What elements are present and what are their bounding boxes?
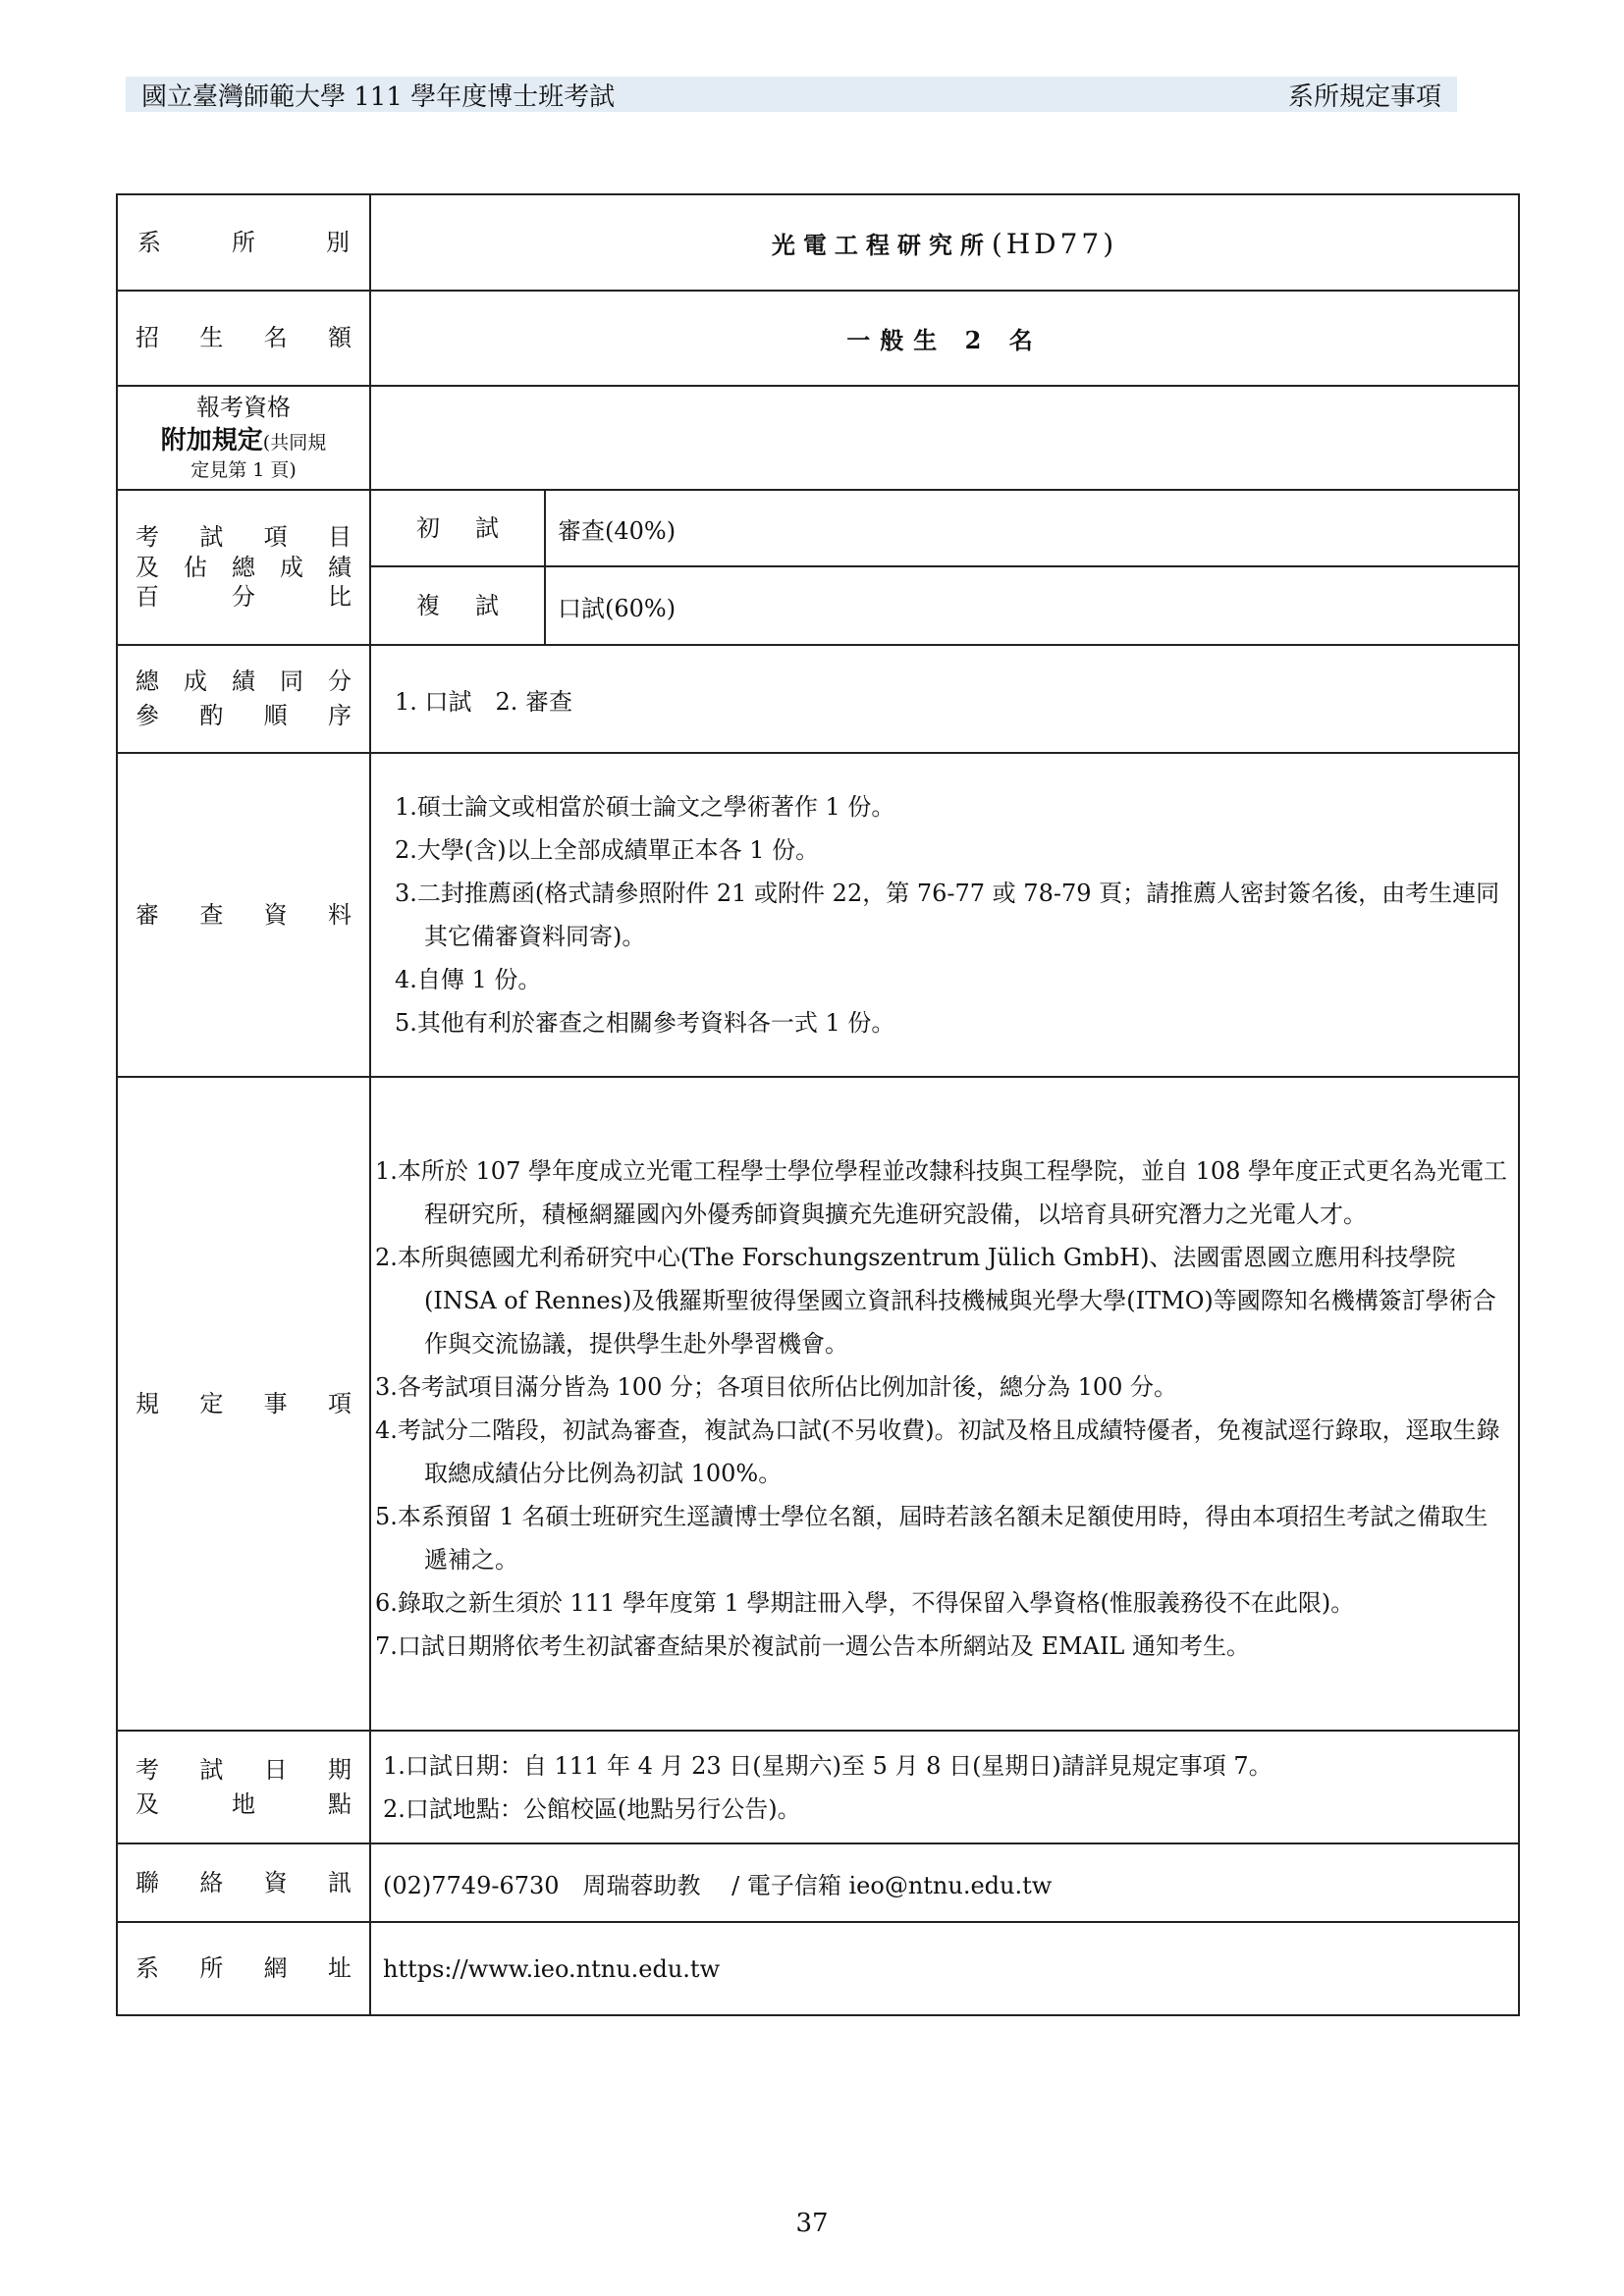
row-exam-date (117, 1731, 1519, 1843)
page-number: 37 (795, 2209, 829, 2238)
tiebreak-value: 1. 口試 2. 審查 (370, 645, 1519, 753)
label-stage1: 初 試 (370, 490, 545, 566)
row-exam-stage1 (117, 490, 1519, 566)
review-item: 4.自傳 1 份。 (395, 966, 542, 993)
regulation-item: 2.本所與德國尤利希研究中心(The Forschungszentrum Jülich GmbH)、法國雷恩國立應用科技學院(INSA of Rennes)及俄羅斯聖彼得堡國立資訊科技機械與光學大學(ITMO)等國際知名機構簽訂學術合作與交流協議，提供學生赴外學習機會。 (375, 1244, 1496, 1358)
label-regulations: 規 定 事 項 (117, 1077, 370, 1731)
contact-value: (02)7749-6730 周瑞蓉助教 / 電子信箱 ieo@ntnu.edu.tw (370, 1843, 1519, 1922)
header-section: 系所規定事項 (1287, 81, 1441, 112)
stage1-value: 審查(40%) (545, 490, 1519, 566)
quota-value: 一般生 2 名 (370, 291, 1519, 386)
regulations-list (370, 1077, 1519, 1731)
exam-date-list (370, 1731, 1519, 1843)
row-website (117, 1922, 1519, 2015)
label-tiebreak: 總 成 績 同 分 參 酌 順 序 (117, 645, 370, 753)
row-regulations (117, 1077, 1519, 1731)
exam-date-item: 1.口試日期：自 111 年 4 月 23 日(星期六)至 5 月 8 日(星期日)請詳見規定事項 7。 (383, 1751, 1272, 1780)
regulation-item: 7.口試日期將依考生初試審查結果於複試前一週公告本所網站及 EMAIL 通知考生。 (375, 1632, 1250, 1660)
row-department (117, 194, 1519, 291)
page-header (126, 77, 1457, 112)
label-quota: 招 生 名 額 (117, 291, 370, 386)
review-item: 2.大學(含)以上全部成績單正本各 1 份。 (395, 836, 820, 864)
label-stage2: 複 試 (370, 566, 545, 645)
department-code: (HD77) (991, 227, 1118, 260)
label-exam-date: 考 試 日 期 及 地 點 (117, 1731, 370, 1843)
exam-place-item: 2.口試地點：公館校區(地點另行公告)。 (383, 1794, 801, 1823)
header-title: 國立臺灣師範大學 111 學年度博士班考試 (141, 81, 616, 112)
review-item: 3.二封推薦函(格式請參照附件 21 或附件 22，第 76-77 或 78-79 頁；請推薦人密封簽名後，由考生連同其它備審資料同寄)。 (395, 880, 1500, 950)
label-website: 系 所 網 址 (117, 1922, 370, 2015)
label-qualification: 報考資格 附加規定(共同規 定見第 1 頁) (117, 386, 370, 490)
label-department: 系 所 別 (117, 194, 370, 291)
row-quota (117, 291, 1519, 386)
label-review-materials: 審 查 資 料 (117, 753, 370, 1077)
regulation-item: 4.考試分二階段，初試為審查，複試為口試(不另收費)。初試及格且成績特優者，免複試逕行錄取，逕取生錄取總成績佔分比例為初試 100%。 (375, 1416, 1500, 1487)
review-materials-list (370, 753, 1519, 1077)
department-name: 光電工程研究所(HD77) (370, 194, 1519, 291)
row-qualification (117, 386, 1519, 490)
review-item: 1.碩士論文或相當於碩士論文之學術著作 1 份。 (395, 793, 895, 821)
label-contact: 聯 絡 資 訊 (117, 1843, 370, 1922)
regulation-item: 1.本所於 107 學年度成立光電工程學士學位學程並改隸科技與工程學院，並自 108 學年度正式更名為光電工程研究所，積極網羅國內外優秀師資與擴充先進研究設備，以培育具研究潛力之光電人才。 (375, 1157, 1508, 1228)
qualification-value (370, 386, 1519, 490)
row-contact (117, 1843, 1519, 1922)
row-review-materials (117, 753, 1519, 1077)
review-item: 5.其他有利於審查之相關參考資料各一式 1 份。 (395, 1009, 895, 1037)
regulation-item: 3.各考試項目滿分皆為 100 分；各項目依所佔比例加計後，總分為 100 分。 (375, 1373, 1178, 1401)
regulation-item: 6.錄取之新生須於 111 學年度第 1 學期註冊入學，不得保留入學資格(惟服義務役不在此限)。 (375, 1589, 1355, 1617)
stage2-value: 口試(60%) (545, 566, 1519, 645)
regulation-table (116, 193, 1520, 2016)
regulation-item: 5.本系預留 1 名碩士班研究生逕讀博士學位名額，屆時若該名額未足額使用時，得由本項招生考試之備取生遞補之。 (375, 1503, 1489, 1574)
row-tiebreak (117, 645, 1519, 753)
website-link[interactable]: https://www.ieo.ntnu.edu.tw (370, 1922, 1519, 2015)
label-exam-items: 考 試 項 目 及 佔 總 成 績 百 分 比 (117, 490, 370, 645)
